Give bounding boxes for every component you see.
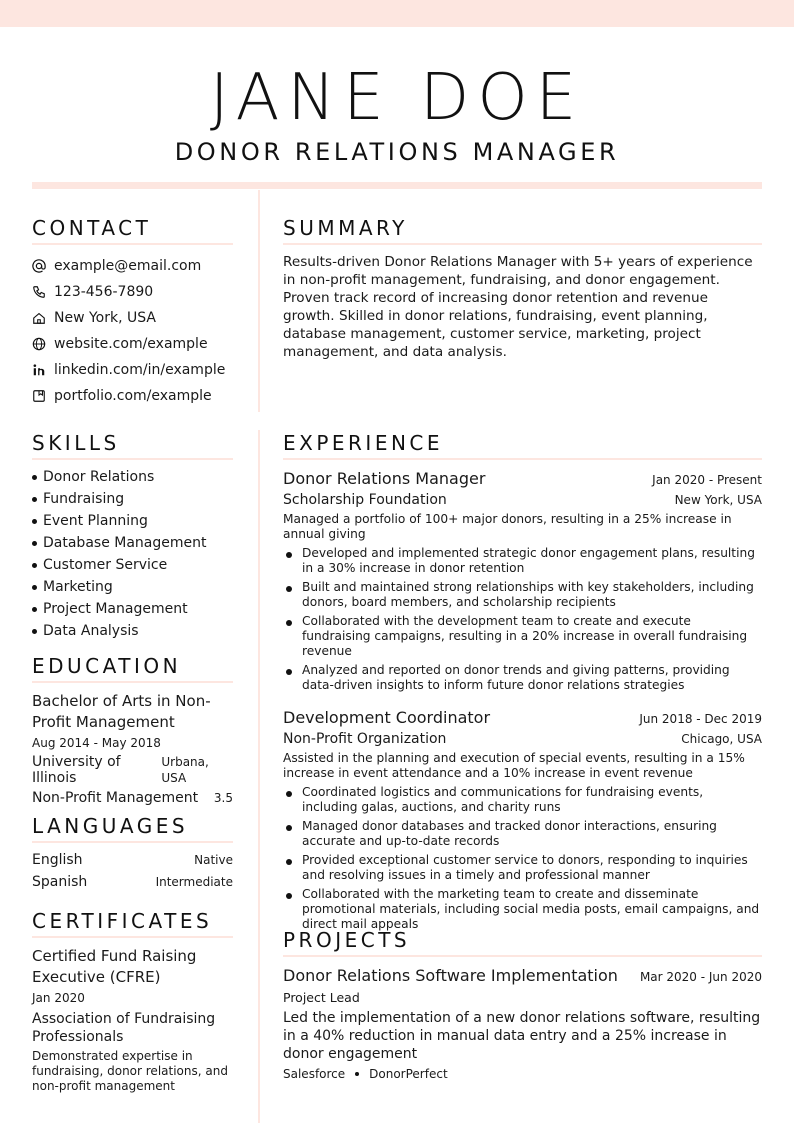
project-description: Led the implementation of a new donor relations software, resulting in a 40% reduction in manual data entry and a 25% increase in donor engagement xyxy=(283,1010,761,1062)
phone-icon xyxy=(32,285,46,299)
projects-heading: PROJECTS xyxy=(283,927,762,957)
job-organization: Scholarship Foundation xyxy=(283,492,447,508)
language-item xyxy=(32,871,233,893)
skill-item: Project Management xyxy=(32,598,233,620)
certificates-section xyxy=(32,908,233,1094)
candidate-name: JANE DOE xyxy=(209,61,585,135)
skills-heading: SKILLS xyxy=(32,430,233,460)
contact-website[interactable] xyxy=(32,331,233,357)
skill-item: Marketing xyxy=(32,576,233,598)
job-summary: Managed a portfolio of 100+ major donors, resulting in a 25% increase in annual giving xyxy=(283,512,732,541)
column-divider-bottom xyxy=(258,430,260,1123)
education-dates: Aug 2014 - May 2018 xyxy=(32,736,161,750)
languages-section xyxy=(32,813,233,893)
summary-text: Results-driven Donor Relations Manager with 5+ years of experience in non-profit management, fundraising, and donor engagement. Proven track record of increasing donor retention and revenue growth. Skilled in donor relations, fundraising, event planning, database management, customer service, marketing, project management, and data analysis. xyxy=(283,254,753,360)
contact-location-text: New York, USA xyxy=(54,310,156,326)
column-divider-top xyxy=(258,190,260,412)
certificate-date: Jan 2020 xyxy=(32,991,85,1005)
contact-portfolio-text: portfolio.com/example xyxy=(54,388,212,404)
language-name: Spanish xyxy=(32,874,88,890)
portfolio-icon xyxy=(32,389,46,403)
job-bullet: Coordinated logistics and communications for fundraising events, including galas, auctions, and charity runs xyxy=(283,785,762,815)
contact-portfolio[interactable] xyxy=(32,383,233,409)
job-bullet: Collaborated with the marketing team to create and disseminate promotional materials, including social media posts, email campaigns, and direct mail appeals xyxy=(283,887,762,932)
job-dates: Jan 2020 - Present xyxy=(652,473,762,487)
job-entry xyxy=(283,707,762,932)
summary-section xyxy=(283,215,762,361)
job-role: Development Coordinator xyxy=(283,708,491,727)
project-name: Donor Relations Software Implementation xyxy=(283,966,618,985)
contact-website-text: website.com/example xyxy=(54,336,208,352)
skill-item: Donor Relations xyxy=(32,466,233,488)
job-bullet: Built and maintained strong relationships with key stakeholders, including donors, board members, and scholarship recipients xyxy=(283,580,762,610)
contact-phone[interactable] xyxy=(32,279,233,305)
education-field: Non-Profit Management xyxy=(32,790,199,806)
experience-section xyxy=(283,430,762,936)
language-name: English xyxy=(32,852,83,868)
top-accent-bar xyxy=(0,0,794,27)
education-heading: EDUCATION xyxy=(32,653,233,683)
job-bullet: Provided exceptional customer service to donors, responding to inquiries and resolving issues in a timely and professional manner xyxy=(283,853,762,883)
contact-email[interactable] xyxy=(32,253,233,279)
language-item xyxy=(32,849,233,871)
contact-email-text: example@email.com xyxy=(54,258,202,274)
contact-linkedin-text: linkedin.com/in/example xyxy=(54,362,226,378)
summary-heading: SUMMARY xyxy=(283,215,762,245)
education-section xyxy=(32,653,233,806)
job-location: Chicago, USA xyxy=(681,732,762,746)
education-location: Urbana, USA xyxy=(161,755,209,785)
certificate-issuer: Association of Fundraising Professionals xyxy=(32,1011,216,1045)
contact-heading: CONTACT xyxy=(32,215,233,245)
candidate-title: DONOR RELATIONS MANAGER xyxy=(174,138,620,166)
project-dates: Mar 2020 - Jun 2020 xyxy=(639,970,762,984)
education-degree: Bachelor of Arts in Non-Profit Management xyxy=(32,692,211,731)
skill-item: Fundraising xyxy=(32,488,233,510)
job-entry xyxy=(283,468,762,693)
projects-section xyxy=(283,927,762,1081)
job-dates: Jun 2018 - Dec 2019 xyxy=(639,712,762,726)
skill-item: Event Planning xyxy=(32,510,233,532)
education-gpa: 3.5 xyxy=(213,791,233,805)
project-tag: Salesforce xyxy=(283,1067,346,1081)
home-icon xyxy=(32,311,46,325)
contact-linkedin[interactable] xyxy=(32,357,233,383)
skill-item: Database Management xyxy=(32,532,233,554)
contact-location xyxy=(32,305,233,331)
contact-phone-text: 123-456-7890 xyxy=(54,284,154,300)
language-level: Intermediate xyxy=(155,875,233,889)
linkedin-icon xyxy=(32,363,46,377)
project-role: Project Lead xyxy=(283,990,360,1005)
experience-heading: EXPERIENCE xyxy=(283,430,762,460)
skills-section xyxy=(32,430,233,642)
skill-item: Customer Service xyxy=(32,554,233,576)
job-bullet: Managed donor databases and tracked donor interactions, ensuring accurate and up-to-date records xyxy=(283,819,762,849)
job-location: New York, USA xyxy=(674,493,762,507)
job-role: Donor Relations Manager xyxy=(283,469,486,488)
at-icon xyxy=(32,259,46,273)
language-level: Native xyxy=(194,853,233,867)
education-school: University of Illinois xyxy=(32,754,121,786)
languages-heading: LANGUAGES xyxy=(32,813,233,843)
project-tags xyxy=(283,1067,762,1081)
job-bullet: Analyzed and reported on donor trends and giving patterns, providing data-driven insights to inform future donor relations strategies xyxy=(283,663,762,693)
job-organization: Non-Profit Organization xyxy=(283,731,447,747)
header-divider xyxy=(32,182,762,189)
globe-icon xyxy=(32,337,46,351)
contact-section xyxy=(32,215,233,409)
job-bullet: Developed and implemented strategic donor engagement plans, resulting in a 30% increase in donor retention xyxy=(283,546,762,576)
certificate-description: Demonstrated expertise in fundraising, donor relations, and non-profit management xyxy=(32,1049,228,1093)
project-tag: DonorPerfect xyxy=(369,1067,448,1081)
certificate-name: Certified Fund Raising Executive (CFRE) xyxy=(32,947,197,986)
skill-item: Data Analysis xyxy=(32,620,233,642)
certificates-heading: CERTIFICATES xyxy=(32,908,233,938)
job-summary: Assisted in the planning and execution of special events, resulting in a 15% increase in event attendance and a 10% increase in event revenue xyxy=(283,751,745,780)
job-bullet: Collaborated with the development team to create and execute fundraising campaigns, resulting in a 20% increase in overall fundraising revenue xyxy=(283,614,762,659)
